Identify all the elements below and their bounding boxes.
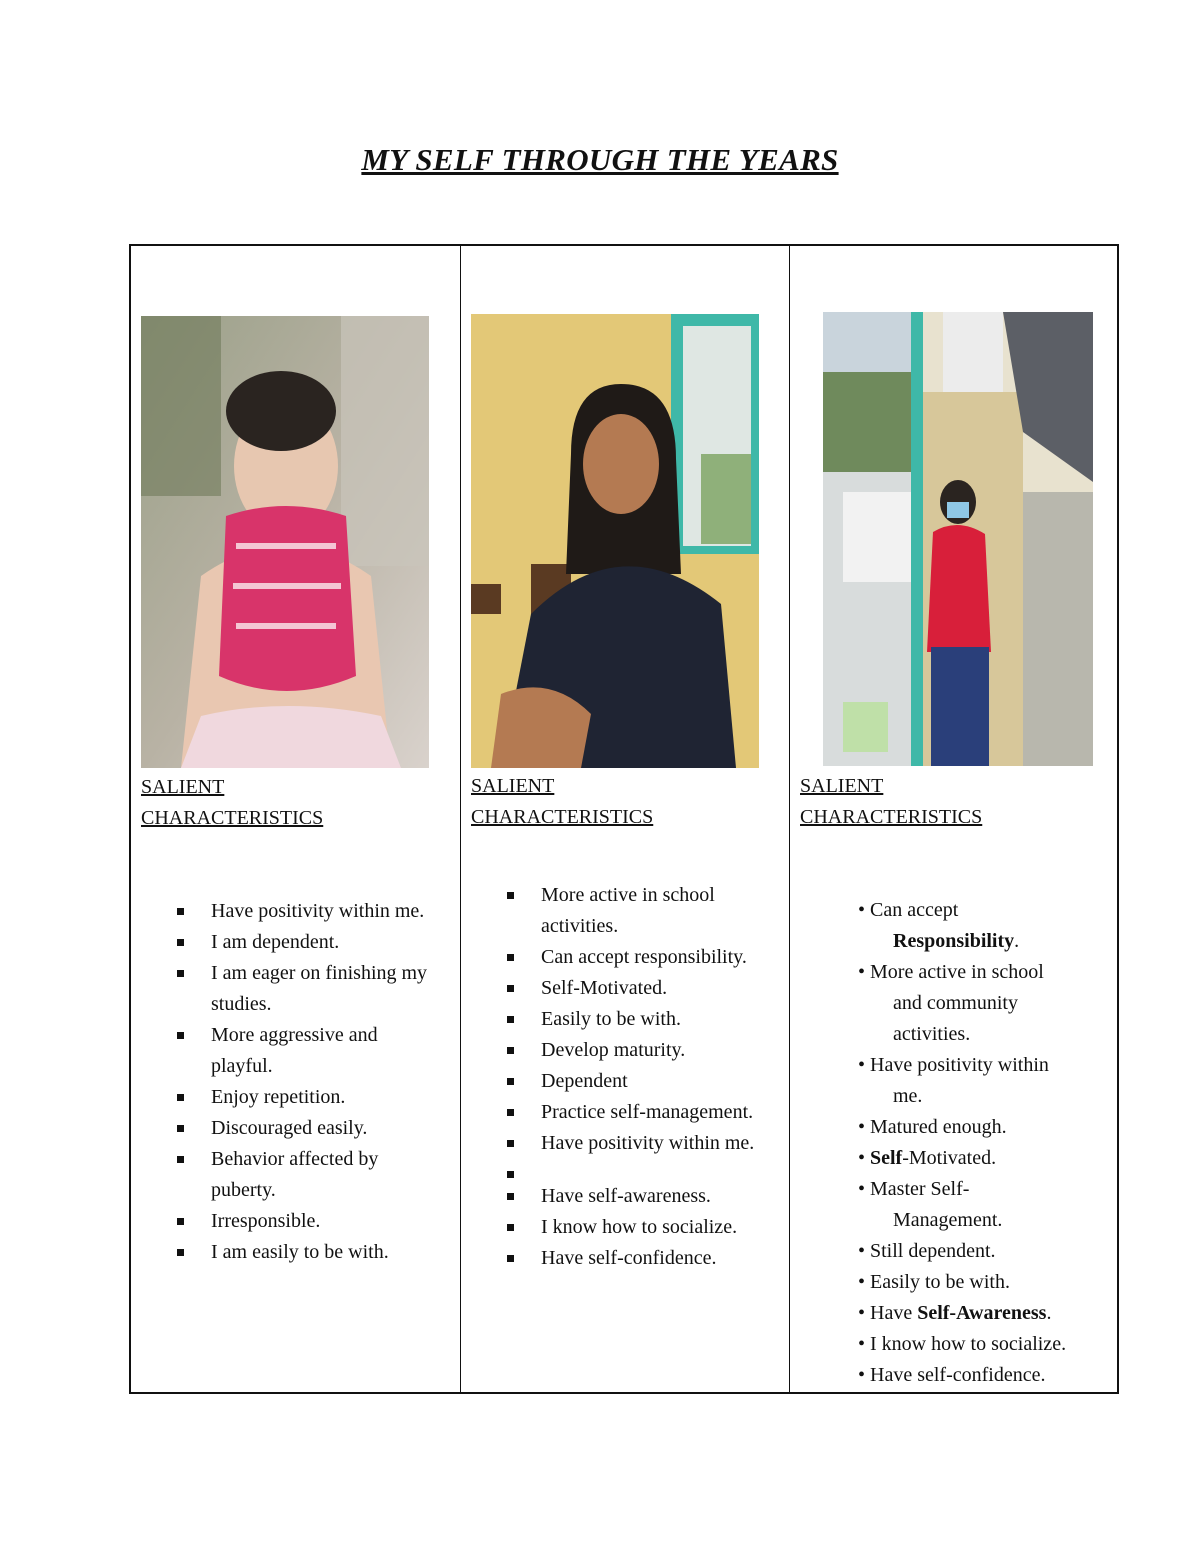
heading-line: SALIENT	[800, 775, 884, 797]
list-item	[858, 1174, 1108, 1236]
heading-line: CHARACTERISTICS	[800, 806, 983, 828]
item-continuation	[870, 926, 1108, 957]
salient-heading	[800, 771, 982, 833]
item-text: .	[1046, 1302, 1052, 1324]
heading-line: SALIENT	[141, 776, 225, 798]
item-text: .	[1014, 930, 1020, 952]
list-item: Self-Motivated.	[471, 973, 771, 1004]
list-item: Have positivity within me.	[141, 896, 441, 927]
list-item: Have self-confidence.	[471, 1243, 771, 1274]
item-continuation: and community	[893, 992, 1018, 1014]
column-childhood	[131, 246, 460, 1392]
list-item	[858, 1050, 1108, 1112]
item-emphasis: Self-Awareness	[917, 1302, 1047, 1324]
list-item: I am dependent.	[141, 927, 441, 958]
item-text: Master Self-	[870, 1178, 970, 1200]
item-emphasis: Self	[870, 1147, 903, 1169]
list-item: Enjoy repetition.	[141, 1082, 441, 1113]
photo-present	[823, 312, 1093, 766]
column-present	[790, 246, 1119, 1392]
photo-childhood	[141, 316, 429, 768]
list-item: Dependent	[471, 1066, 771, 1097]
item-continuation: Management.	[893, 1209, 1003, 1231]
heading-line: CHARACTERISTICS	[471, 806, 654, 828]
item-continuation: activities.	[893, 1023, 971, 1045]
item-continuation: me.	[893, 1085, 923, 1107]
list-item: I am easily to be with.	[141, 1237, 441, 1268]
list-item: Have self-awareness.	[471, 1181, 771, 1212]
photo-adolescence	[471, 314, 759, 768]
item-text: Have positivity within	[870, 1054, 1049, 1076]
list-item: • I know how to socialize.	[858, 1329, 1108, 1360]
list-item: • Easily to be with.	[858, 1267, 1108, 1298]
characteristics-list	[858, 895, 1108, 1391]
heading-line: SALIENT	[471, 775, 555, 797]
list-item	[858, 957, 1108, 1050]
list-item: Irresponsible.	[141, 1206, 441, 1237]
list-item: I am eager on finishing my studies.	[141, 958, 441, 1020]
list-item: Easily to be with.	[471, 1004, 771, 1035]
list-item	[858, 1298, 1108, 1329]
salient-heading	[141, 772, 323, 834]
list-spacer	[471, 1159, 771, 1181]
column-adolescence	[461, 246, 789, 1392]
list-item: Develop maturity.	[471, 1035, 771, 1066]
item-text: Have	[870, 1302, 918, 1324]
list-item: Practice self-management.	[471, 1097, 771, 1128]
characteristics-list	[471, 880, 771, 1274]
list-item: Discouraged easily.	[141, 1113, 441, 1144]
page-title: MY SELF THROUGH THE YEARS	[361, 142, 839, 177]
list-item: • Have self-confidence.	[858, 1360, 1108, 1391]
characteristics-table	[129, 244, 1119, 1394]
list-item: More active in school activities.	[471, 880, 771, 942]
list-item: • Matured enough.	[858, 1112, 1108, 1143]
list-item: Behavior affected by puberty.	[141, 1144, 441, 1206]
list-item: Have positivity within me.	[471, 1128, 771, 1159]
list-item: I know how to socialize.	[471, 1212, 771, 1243]
list-item: More aggressive and playful.	[141, 1020, 441, 1082]
characteristics-list	[141, 896, 441, 1268]
list-item: • Still dependent.	[858, 1236, 1108, 1267]
list-item	[858, 895, 1108, 957]
heading-line: CHARACTERISTICS	[141, 807, 324, 829]
list-item: Can accept responsibility.	[471, 942, 771, 973]
item-emphasis: Responsibility	[893, 930, 1015, 952]
list-item	[858, 1143, 1108, 1174]
item-text: More active in school	[870, 961, 1044, 983]
item-text: -Motivated.	[902, 1147, 997, 1169]
item-text: Can accept	[870, 899, 959, 921]
salient-heading	[471, 771, 653, 833]
